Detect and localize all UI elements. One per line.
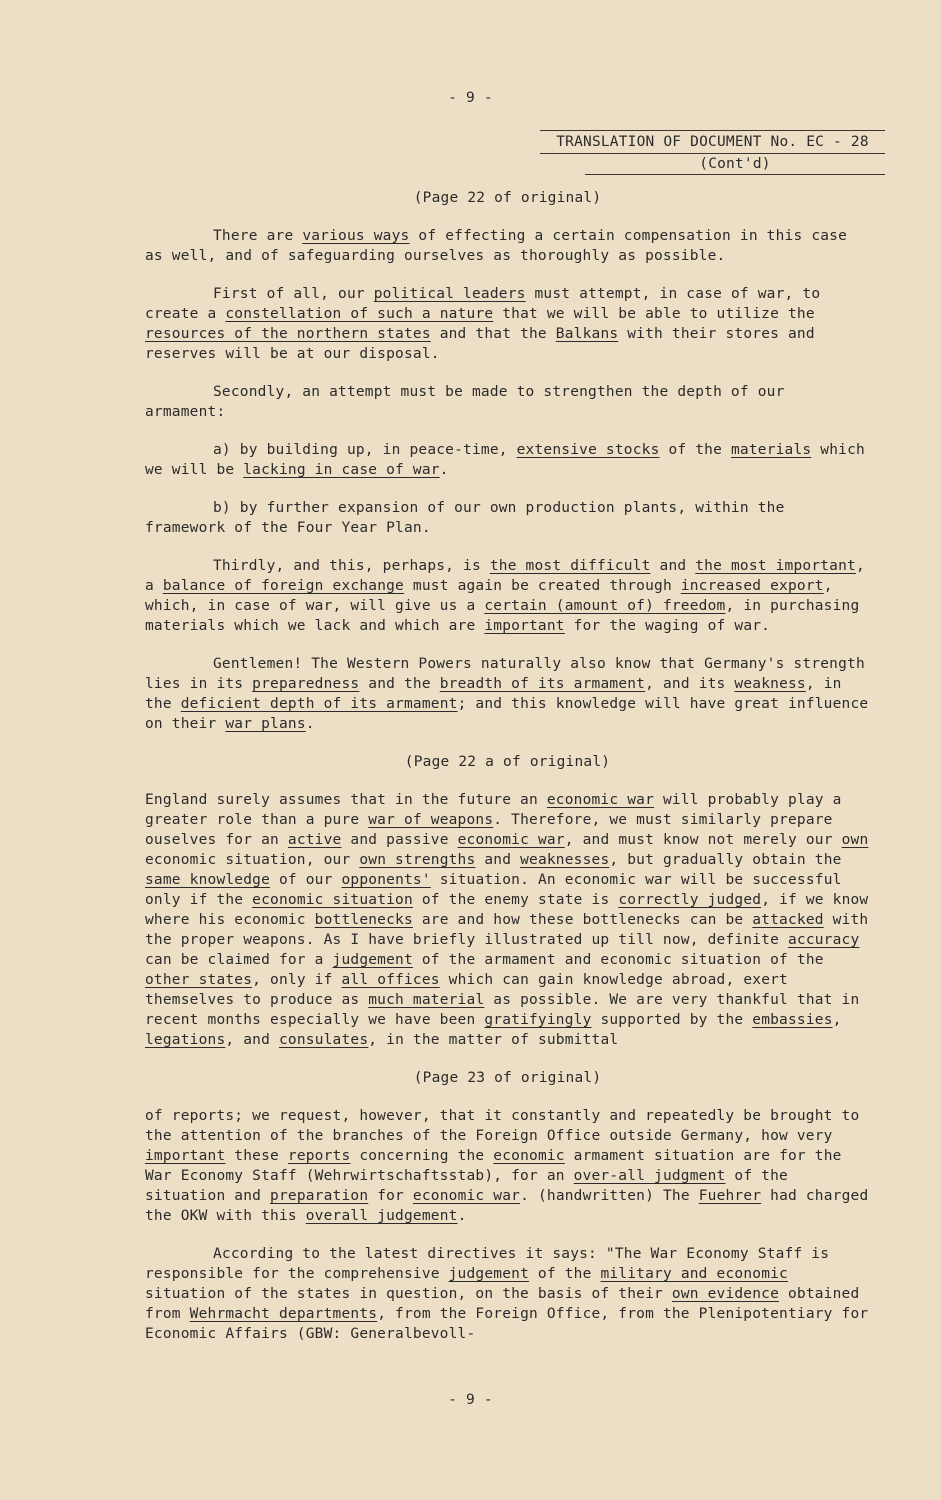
underlined-text: embassies (752, 1012, 833, 1028)
text-segment: of our (270, 872, 342, 888)
text-segment: situation of the states in question, on the basis of their (145, 1286, 672, 1302)
paragraph (145, 498, 870, 538)
underlined-text: own (841, 832, 869, 848)
underlined-text: economic (493, 1148, 565, 1164)
underlined-text: preparedness (252, 676, 360, 692)
text-segment: , only if (252, 972, 342, 988)
text-segment: these (225, 1148, 288, 1164)
underlined-text: economic war (457, 832, 565, 848)
text-segment: with the proper weapons. As I have briefly illustrated up till now, definite (145, 912, 869, 948)
page-reference (145, 752, 870, 772)
underlined-text: active (287, 832, 342, 848)
text-segment: , and must know not merely our (564, 832, 842, 848)
text-segment: of the enemy state is (412, 892, 619, 908)
text-segment: , in purchasing materials which we lack and which are (145, 598, 860, 634)
text-segment: First of all, our (213, 286, 374, 302)
underlined-text: increased export (680, 578, 824, 594)
underlined-text: economic war (412, 1188, 521, 1204)
underlined-text: opponents' (341, 872, 431, 888)
text-segment: , which, in case of war, will give us a (145, 578, 833, 614)
underlined-text: balance of foreign exchange (162, 578, 404, 594)
text-segment: , and (225, 1032, 279, 1048)
paragraph (145, 1106, 870, 1226)
underlined-text: attacked (752, 912, 824, 928)
text-segment: concerning the (350, 1148, 494, 1164)
text-segment: and that the (430, 326, 556, 342)
text-segment: (Page 22 of original) (413, 190, 602, 206)
paragraph (145, 1244, 870, 1344)
paragraph (145, 382, 870, 422)
text-segment: Gentlemen! The Western Powers naturally also know that Germany's strength lies in its (145, 656, 865, 692)
text-segment: b) by further expansion of our own production plants, within the framework of the Four Year Plan. (145, 500, 785, 536)
underlined-text: overall judgement (305, 1208, 458, 1224)
underlined-text: other states (145, 972, 253, 988)
text-segment: as possible. We are very thankful that in recent months especially we have been (145, 992, 860, 1028)
text-segment: for the waging of war. (564, 618, 771, 634)
text-segment: which can gain knowledge abroad, exert themselves to produce as (145, 972, 788, 1008)
underlined-text: breadth of its armament (439, 676, 646, 692)
paragraph (145, 284, 870, 364)
text-segment: obtained from (145, 1286, 860, 1322)
underlined-text: Fuehrer (698, 1188, 762, 1204)
text-segment: and passive (341, 832, 458, 848)
text-segment: supported by the (591, 1012, 753, 1028)
text-segment: , from the Foreign Office, from the Plenipotentiary for Economic Affairs (GBW: Generalbevoll- (145, 1306, 869, 1342)
text-segment: . (457, 1208, 467, 1224)
underlined-text: weakness (734, 676, 806, 692)
text-segment: had charged the OKW with this (145, 1188, 869, 1224)
text-segment: of the (659, 442, 731, 458)
page-number-top: - 9 - (448, 90, 493, 106)
text-segment: , (832, 1012, 842, 1028)
text-segment: situation. An economic war will be successful only if the (145, 872, 842, 908)
underlined-text: judgement (448, 1266, 529, 1282)
header-title: TRANSLATION OF DOCUMENT No. EC - 28 (540, 130, 885, 154)
underlined-text: war of weapons (368, 812, 494, 828)
text-segment: economic situation, our (145, 852, 360, 868)
underlined-text: political leaders (373, 286, 526, 302)
underlined-text: gratifyingly (484, 1012, 592, 1028)
text-segment: , and its (645, 676, 735, 692)
paragraph (145, 654, 870, 734)
underlined-text: bottlenecks (314, 912, 413, 928)
underlined-text: accuracy (787, 932, 860, 948)
underlined-text: all offices (341, 972, 440, 988)
text-segment: . (305, 716, 315, 732)
underlined-text: certain (amount of) freedom (484, 598, 726, 614)
text-segment: . (439, 462, 449, 478)
underlined-text: economic war (546, 792, 655, 808)
underlined-text: preparation (270, 1188, 369, 1204)
text-segment: England surely assumes that in the future an (145, 792, 547, 808)
underlined-text: over-all judgment (573, 1168, 726, 1184)
text-segment: and (650, 558, 696, 574)
text-segment: are and how these bottlenecks can be (412, 912, 753, 928)
underlined-text: economic situation (252, 892, 413, 908)
text-segment: (Page 23 of original) (413, 1070, 602, 1086)
underlined-text: the most difficult (489, 558, 651, 574)
page-reference (145, 1068, 870, 1088)
underlined-text: important (145, 1148, 226, 1164)
paragraph (145, 556, 870, 636)
text-segment: Secondly, an attempt must be made to strengthen the depth of our armament: (145, 384, 785, 420)
underlined-text: weaknesses (520, 852, 610, 868)
text-segment: with their stores and reserves will be at our disposal. (145, 326, 815, 362)
text-segment: , in the matter of submittal (368, 1032, 619, 1048)
text-segment: can be claimed for a (145, 952, 333, 968)
underlined-text: military and economic (600, 1266, 788, 1282)
paragraph (145, 790, 870, 1050)
document-body (145, 188, 870, 1362)
underlined-text: various ways (302, 228, 410, 244)
text-segment: of effecting a certain compensation in this case as well, and of safeguarding ourselves as thoroughly as possible. (145, 228, 848, 264)
text-segment: must again be created through (403, 578, 681, 594)
text-segment: for (368, 1188, 413, 1204)
text-segment: ; and this knowledge will have great influence on their (145, 696, 869, 732)
text-segment: . (handwritten) The (520, 1188, 699, 1204)
underlined-text: much material (368, 992, 485, 1008)
underlined-text: same knowledge (145, 872, 271, 888)
text-segment: must attempt, in case of war, to create a (145, 286, 821, 322)
underlined-text: important (484, 618, 565, 634)
underlined-text: legations (145, 1032, 226, 1048)
header-continued: (Cont'd) (585, 154, 885, 175)
underlined-text: war plans (225, 716, 306, 732)
underlined-text: deficient depth of its armament (180, 696, 458, 712)
text-segment: of the armament and economic situation of the (412, 952, 824, 968)
text-segment: According to the latest directives it says: "The War Economy Staff is responsible for the comprehensive (145, 1246, 830, 1282)
text-segment: and the (359, 676, 440, 692)
page-number-bottom: - 9 - (448, 1392, 493, 1408)
underlined-text: judgement (332, 952, 413, 968)
underlined-text: materials (730, 442, 812, 458)
underlined-text: Balkans (555, 326, 619, 342)
text-segment: that we will be able to utilize the (493, 306, 815, 322)
underlined-text: extensive stocks (516, 442, 660, 458)
text-segment: of the situation and (145, 1168, 788, 1204)
paragraph (145, 226, 870, 266)
text-segment: (Page 22 a of original) (404, 754, 611, 770)
text-segment: which we will be (145, 442, 865, 478)
text-segment: of reports; we request, however, that it constantly and repeatedly be brought to the attention of the branches of the Foreign Office outside Germany, how very (145, 1108, 860, 1144)
text-segment: , if we know where his economic (145, 892, 869, 928)
document-header (540, 130, 885, 175)
text-segment: of the (529, 1266, 601, 1282)
underlined-text: own strengths (359, 852, 476, 868)
text-segment: a) by building up, in peace-time, (213, 442, 517, 458)
text-segment: Thirdly, and this, perhaps, is (213, 558, 490, 574)
text-segment: , a (145, 558, 865, 594)
text-segment: and (475, 852, 521, 868)
underlined-text: the most important (695, 558, 856, 574)
underlined-text: resources of the northern states (145, 326, 431, 342)
text-segment: will probably play a greater role than a pure (145, 792, 842, 828)
paragraph (145, 440, 870, 480)
text-segment: armament situation are for the War Economy Staff (Wehrwirtschaftsstab), for an (145, 1148, 842, 1184)
underlined-text: own evidence (671, 1286, 780, 1302)
text-segment: , in the (145, 676, 842, 712)
text-segment: . Therefore, we must similarly prepare ouselves for an (145, 812, 833, 848)
text-segment: , but gradually obtain the (609, 852, 842, 868)
underlined-text: reports (287, 1148, 351, 1164)
underlined-text: lacking in case of war (243, 462, 440, 478)
underlined-text: consulates (278, 1032, 369, 1048)
underlined-text: constellation of such a nature (225, 306, 494, 322)
underlined-text: Wehrmacht departments (189, 1306, 378, 1322)
underlined-text: correctly judged (618, 892, 762, 908)
page-reference (145, 188, 870, 208)
text-segment: There are (213, 228, 303, 244)
